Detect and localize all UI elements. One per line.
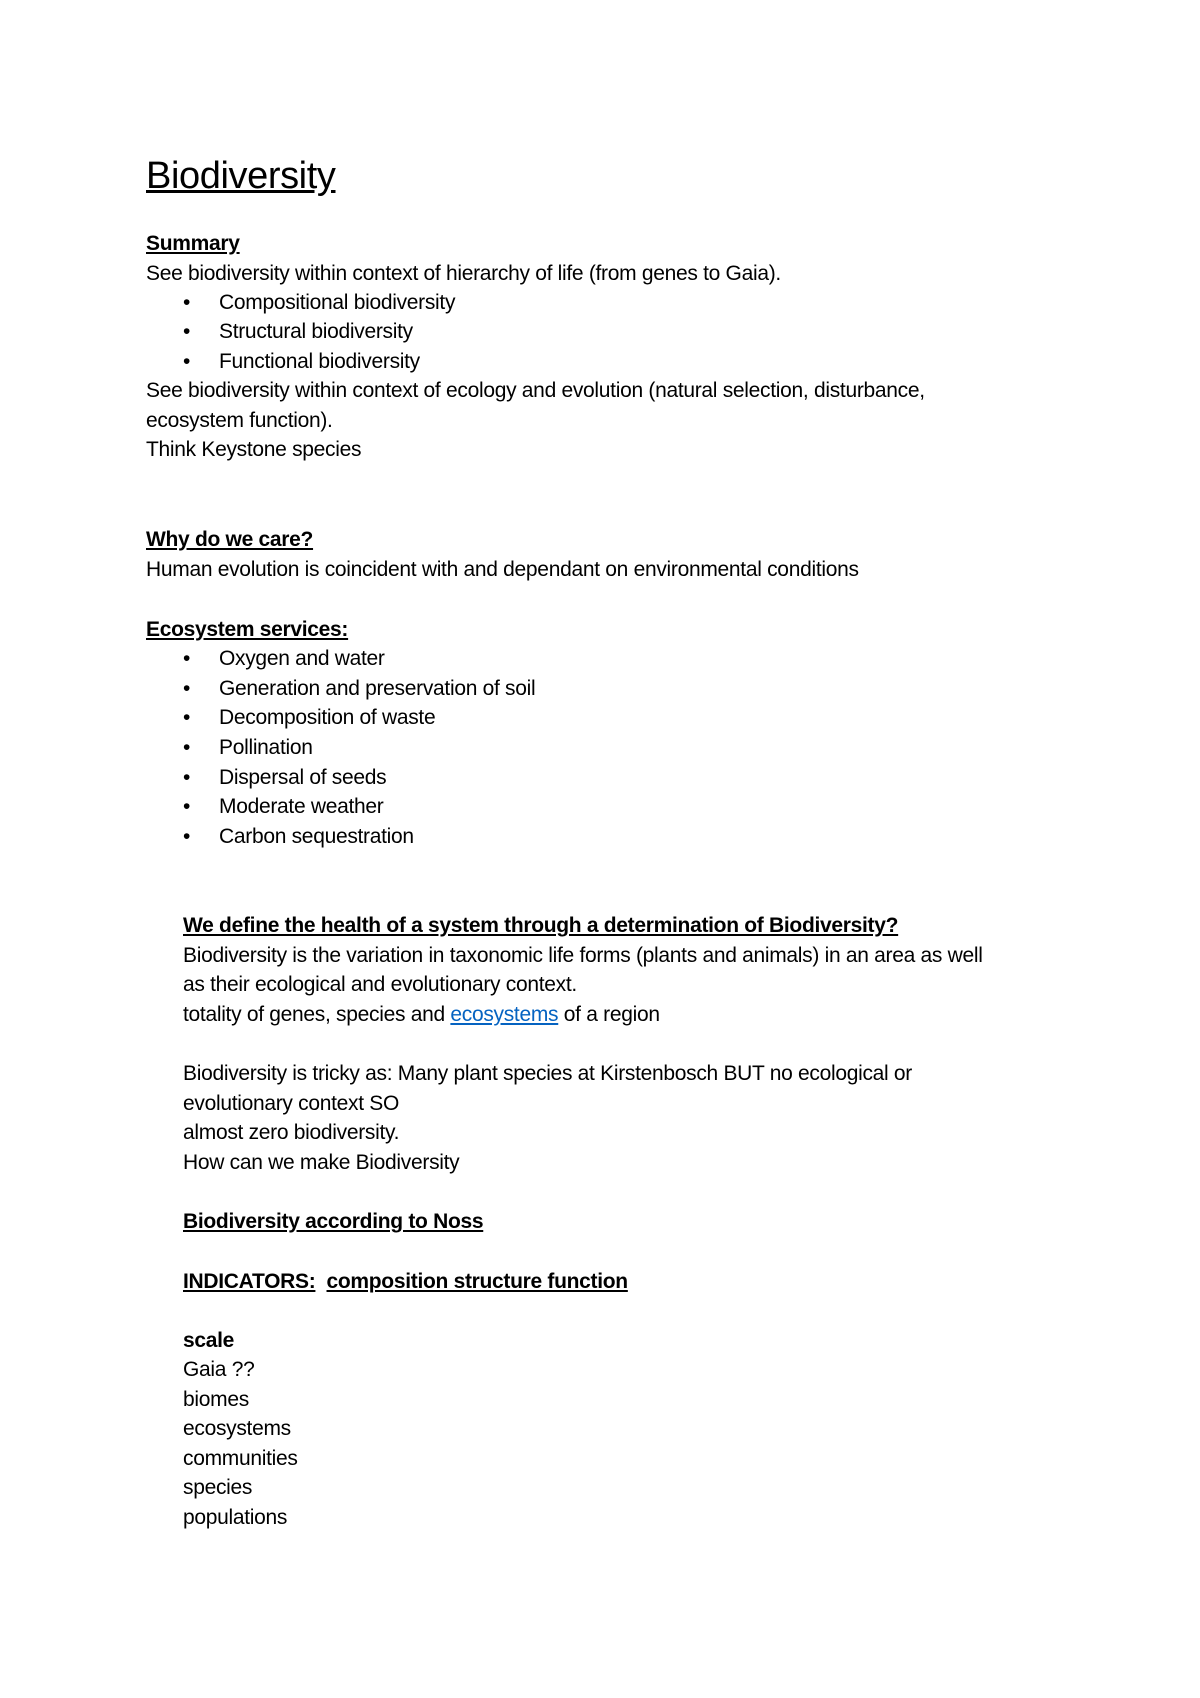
scale-item: ecosystems: [183, 1417, 291, 1440]
list-item: Decomposition of waste: [219, 706, 436, 729]
tricky-line: almost zero biodiversity.: [183, 1121, 400, 1144]
bullet-icon: •: [183, 825, 191, 848]
summary-line: See biodiversity within context of ecology and evolution (natural selection, disturbance,: [146, 379, 925, 402]
bullet-icon: •: [183, 291, 191, 314]
noss-heading: Biodiversity according to Noss: [183, 1210, 484, 1233]
scale-heading: scale: [183, 1329, 235, 1352]
define-line: as their ecological and evolutionary context.: [183, 973, 577, 996]
list-item: Carbon sequestration: [219, 825, 414, 848]
tricky-line: How can we make Biodiversity: [183, 1151, 460, 1174]
summary-heading: Summary: [146, 232, 240, 255]
list-item: Moderate weather: [219, 795, 384, 818]
scale-item: communities: [183, 1447, 298, 1470]
indicators-items: composition structure function: [326, 1270, 628, 1293]
bullet-icon: •: [183, 350, 191, 373]
bullet-icon: •: [183, 320, 191, 343]
list-item: Pollination: [219, 736, 313, 759]
define-line-prefix: totality of genes, species and: [183, 1003, 451, 1026]
list-item: Dispersal of seeds: [219, 766, 387, 789]
define-heading: We define the health of a system through a determination of Biodiversity?: [183, 914, 899, 937]
bullet-icon: •: [183, 706, 191, 729]
summary-intro: See biodiversity within context of hierarchy of life (from genes to Gaia).: [146, 262, 781, 285]
bullet-icon: •: [183, 766, 191, 789]
bullet-icon: •: [183, 677, 191, 700]
scale-item: biomes: [183, 1388, 249, 1411]
document-title: Biodiversity: [146, 155, 336, 197]
scale-item: species: [183, 1476, 253, 1499]
indicators-line: [183, 1268, 628, 1296]
bullet-icon: •: [183, 647, 191, 670]
summary-line: ecosystem function).: [146, 409, 333, 432]
list-item: Oxygen and water: [219, 647, 385, 670]
services-heading: Ecosystem services:: [146, 618, 349, 641]
define-line-suffix: of a region: [558, 1003, 660, 1026]
define-line: Biodiversity is the variation in taxonomic life forms (plants and animals) in an area as well: [183, 944, 983, 967]
tricky-line: evolutionary context SO: [183, 1092, 400, 1115]
scale-item: populations: [183, 1506, 288, 1529]
ecosystems-link[interactable]: ecosystems: [450, 1003, 559, 1026]
summary-line: Think Keystone species: [146, 438, 362, 461]
bullet-icon: •: [183, 736, 191, 759]
list-item: Functional biodiversity: [219, 350, 420, 373]
scale-item: Gaia ??: [183, 1358, 255, 1381]
tricky-line: Biodiversity is tricky as: Many plant species at Kirstenbosch BUT no ecological or: [183, 1062, 913, 1085]
why-heading: Why do we care?: [146, 528, 314, 551]
list-item: Structural biodiversity: [219, 320, 413, 343]
list-item: Generation and preservation of soil: [219, 677, 536, 700]
bullet-icon: •: [183, 795, 191, 818]
indicators-label: INDICATORS:: [183, 1270, 316, 1293]
list-item: Compositional biodiversity: [219, 291, 456, 314]
define-line-with-link: [183, 1001, 660, 1029]
why-text: Human evolution is coincident with and dependant on environmental conditions: [146, 558, 859, 581]
